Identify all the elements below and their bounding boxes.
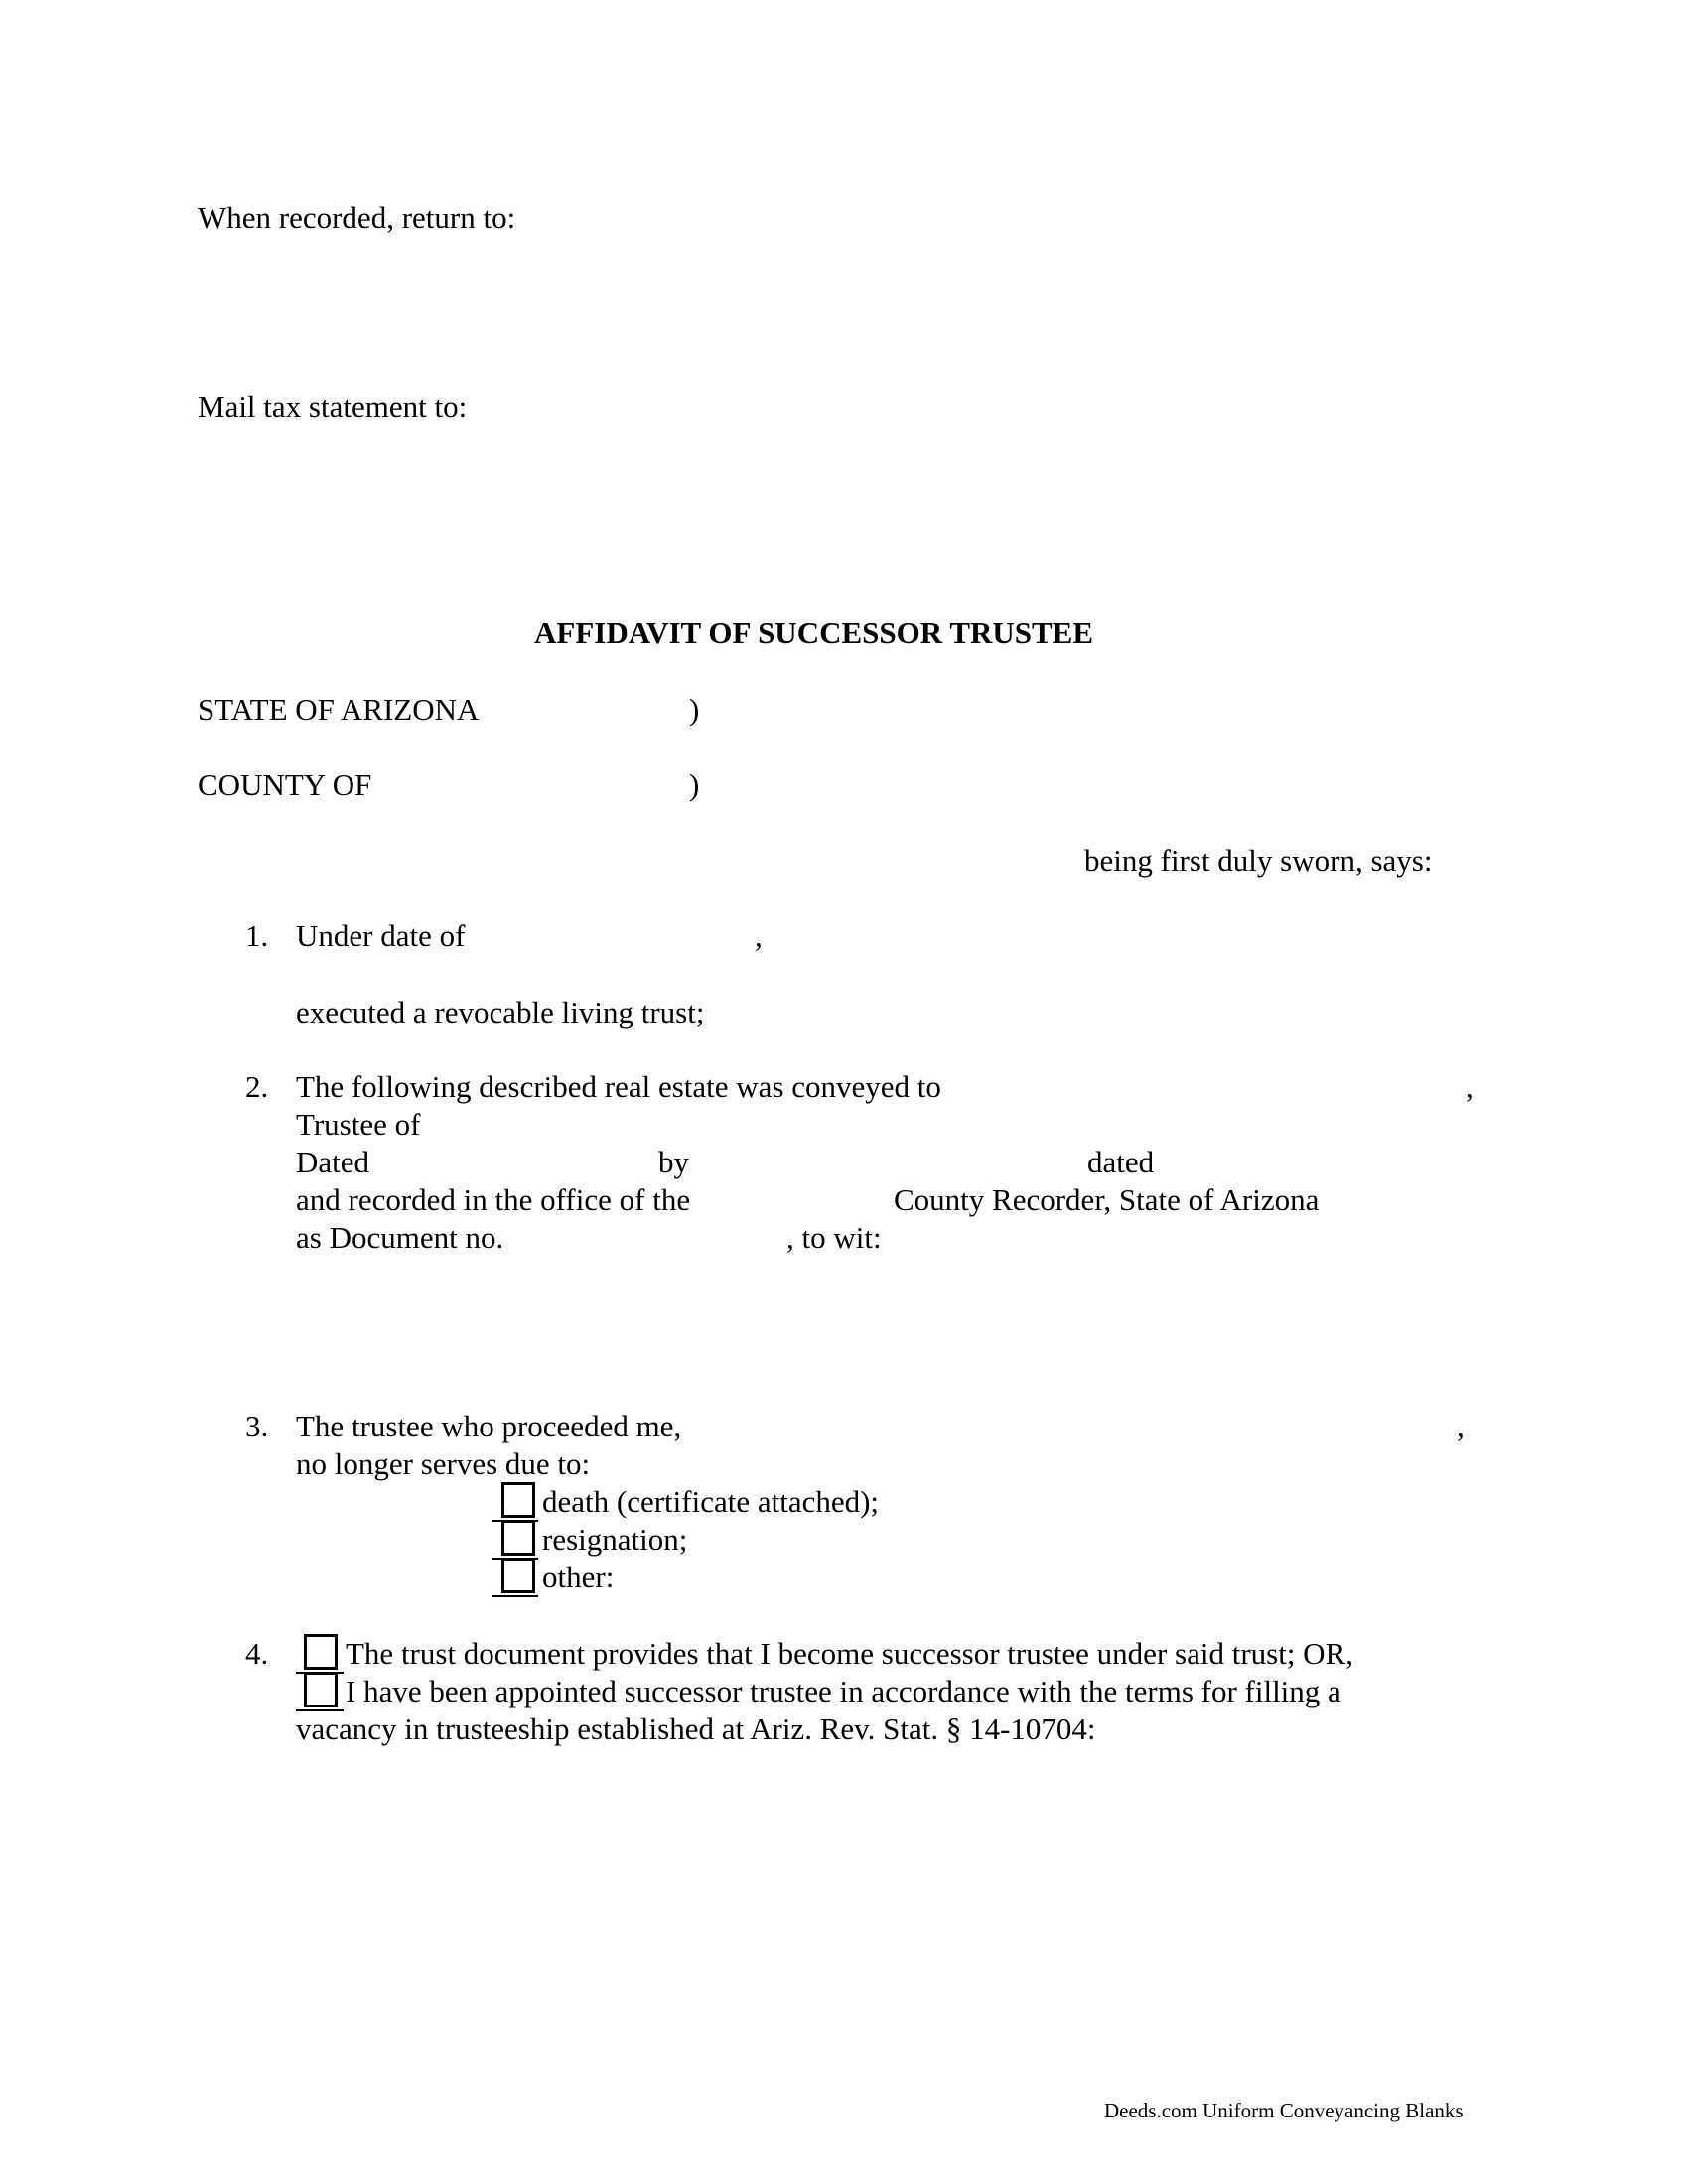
item-2-document-no: as Document no. <box>296 1220 504 1255</box>
item-2-to-wit: , to wit: <box>786 1220 882 1255</box>
venue-state-paren: ) <box>689 692 700 727</box>
item-4-line-3: vacancy in trusteeship established at Ariz. Rev. Stat. § 14-10704: <box>296 1711 1096 1746</box>
checkbox-underline <box>492 1595 538 1597</box>
item-3-line-2: no longer serves due to: <box>296 1446 591 1481</box>
page-title: AFFIDAVIT OF SUCCESSOR TRUSTEE <box>534 615 1094 650</box>
return-to-label: When recorded, return to: <box>198 201 516 235</box>
option-resignation-label: resignation; <box>542 1522 688 1557</box>
item-2-dated: Dated <box>296 1145 370 1179</box>
venue-county: COUNTY OF <box>198 767 372 802</box>
option-death-label: death (certificate attached); <box>542 1484 880 1519</box>
item-2-recorder: County Recorder, State of Arizona <box>894 1182 1320 1217</box>
item-4-number: 4. <box>245 1636 269 1671</box>
item-2-by: by <box>658 1145 689 1179</box>
item-1-number: 1. <box>245 918 269 953</box>
sworn-statement: being first duly sworn, says: <box>1084 843 1433 878</box>
item-2-comma: , <box>1466 1069 1474 1104</box>
item-4-option-2: I have been appointed successor trustee in accordance with the terms for filling a <box>346 1674 1341 1708</box>
item-3-text: The trustee who proceeded me, <box>296 1409 682 1443</box>
item-3-number: 3. <box>245 1409 269 1443</box>
item-1-line-2: executed a revocable living trust; <box>296 995 705 1029</box>
venue-county-paren: ) <box>689 767 700 802</box>
mail-tax-label: Mail tax statement to: <box>198 389 468 424</box>
item-3-comma: , <box>1457 1409 1465 1443</box>
item-4-option-1: The trust document provides that I become successor trustee under said trust; OR, <box>346 1636 1353 1671</box>
option-other-label: other: <box>542 1560 615 1594</box>
item-2-text: The following described real estate was conveyed to <box>296 1069 941 1104</box>
item-2-trustee-of: Trustee of <box>296 1107 421 1142</box>
item-1-text: Under date of <box>296 918 466 953</box>
checkbox-appointed[interactable] <box>304 1672 338 1707</box>
item-2-number: 2. <box>245 1069 269 1104</box>
venue-state: STATE OF ARIZONA <box>198 692 480 727</box>
checkbox-trust-document[interactable] <box>304 1634 338 1670</box>
item-2-dated-2: dated <box>1087 1145 1155 1179</box>
checkbox-death[interactable] <box>501 1482 535 1518</box>
checkbox-other[interactable] <box>501 1558 535 1593</box>
item-1-comma: , <box>755 918 763 953</box>
item-2-recorded: and recorded in the office of the <box>296 1182 691 1217</box>
checkbox-resignation[interactable] <box>501 1520 535 1556</box>
footer-credit: Deeds.com Uniform Conveyancing Blanks <box>1104 2099 1464 2122</box>
